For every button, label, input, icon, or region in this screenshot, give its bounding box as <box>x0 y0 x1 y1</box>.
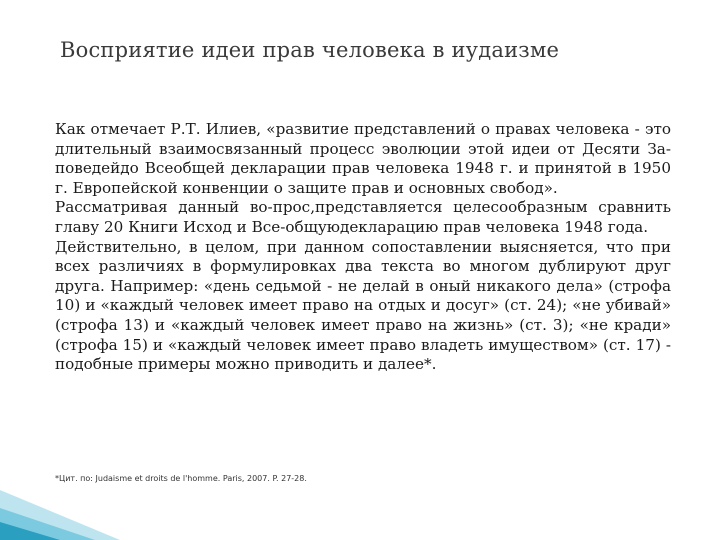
paragraph-1: Как отмечает Р.Т. Илиев, «развитие представлений о правах человека - это длительный взаимосвязанный процесс эволюции этой идеи от Десяти За-поведейдо Всеобщей декларации прав человека 1948 г. и принятой в 1950 г. Европейской конвенции о защите прав и основных свобод». <box>55 120 671 197</box>
corner-mid-shape <box>0 508 95 540</box>
corner-light-shape <box>0 490 120 540</box>
footnote: *Цит. по: Judaisme et droits de l'homme. Paris, 2007. P. 27-28. <box>55 474 307 483</box>
paragraph-3: Действительно, в целом, при данном сопоставлении выясняется, что при всех различиях в формулировках два текста во многом дублируют друг друга. Например: «день седьмой - не делай в оный никакого дела» (строфа 10) и «каждый человек имеет право на отдых и досуг» (ст. 24); «не убивай» (строфа 13) и «каждый человек имеет право на жизнь» (ст. 3); «не кради» (строфа 15) и «каждый человек имеет право владеть имуществом» (ст. 17) - подобные примеры можно приводить и далее*. <box>55 237 671 374</box>
corner-decoration <box>0 450 140 540</box>
paragraph-2: Рассматривая данный во-прос,представляется целесообразным сравнить главу 20 Книги Исход и Все-общуюдекларацию прав человека 1948 года. <box>55 198 671 236</box>
body-text <box>55 120 671 375</box>
slide-title: Восприятие идеи прав человека в иудаизме <box>60 38 560 62</box>
corner-dark-shape <box>0 522 60 540</box>
